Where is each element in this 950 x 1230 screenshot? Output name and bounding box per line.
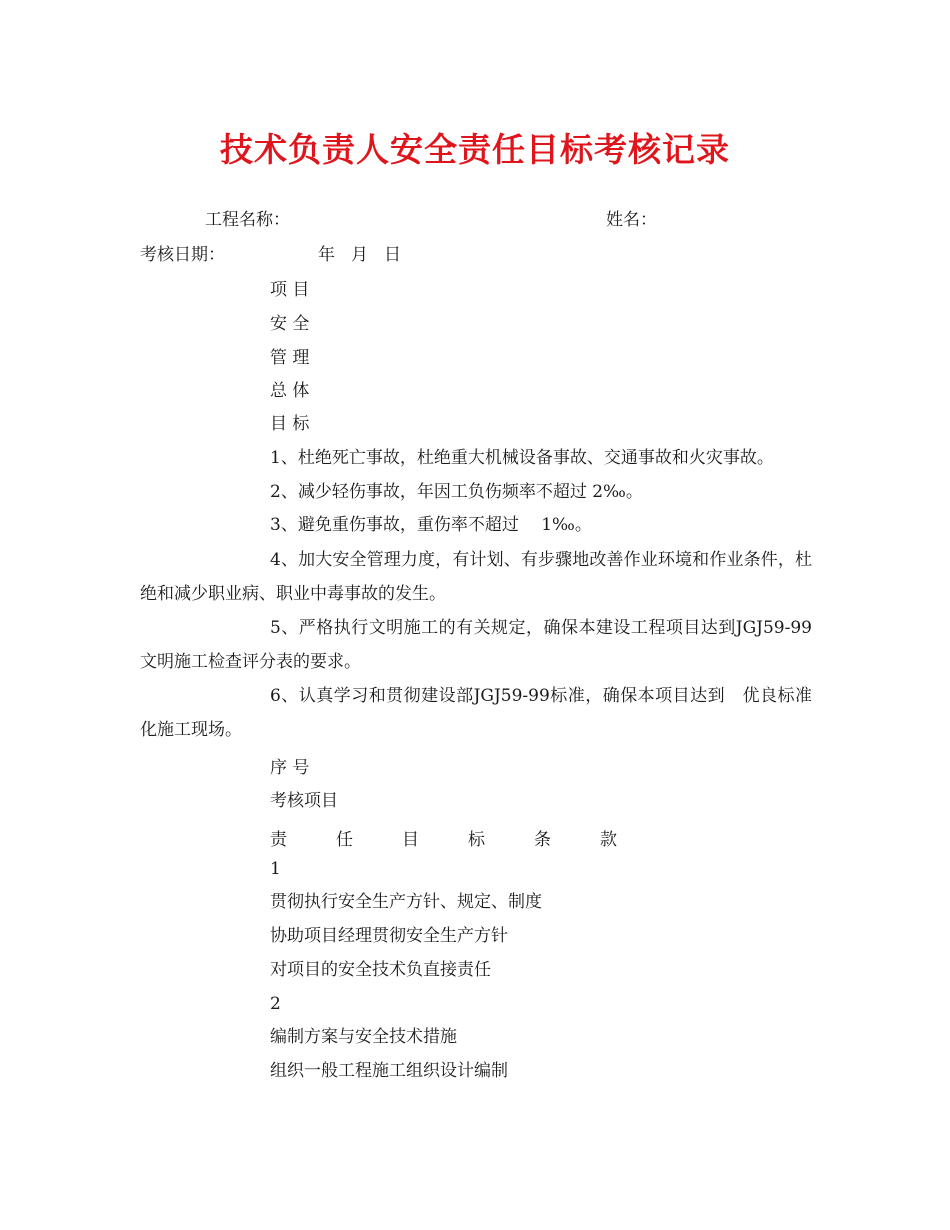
- goal-item: 6、认真学习和贯彻建设部JGJ59-99标准，确保本项目达到 优良标准化施工现场。: [140, 686, 812, 740]
- item-header: 考核项目: [270, 791, 338, 811]
- row-text: 贯彻执行安全生产方针、规定、制度: [270, 892, 542, 912]
- clause-header: [270, 825, 666, 850]
- row-text: 对项目的安全技术负直接责任: [270, 960, 491, 980]
- month-label: 月: [351, 245, 368, 265]
- clause-header-char: 责: [270, 830, 287, 850]
- assessment-date-label: 考核日期：: [140, 245, 225, 265]
- section-label: 项 目: [270, 280, 310, 300]
- goal-item: 1、杜绝死亡事故，杜绝重大机械设备事故、交通事故和火灾事故。: [270, 448, 774, 468]
- serial-header: 序 号: [270, 758, 310, 778]
- clause-header-char: 标: [468, 830, 485, 850]
- project-name-label: 工程名称：: [205, 210, 290, 230]
- clause-header-char: 任: [336, 830, 353, 850]
- section-label: 管 理: [270, 348, 310, 368]
- goal-item: 5、严格执行文明施工的有关规定，确保本建设工程项目达到JGJ59-99文明施工检查评分表的要求。: [140, 618, 812, 672]
- row-serial: 1: [270, 859, 281, 879]
- date-ymd: [318, 245, 417, 265]
- goal-item: 3、避免重伤事故，重伤率不超过 1‰。: [270, 515, 592, 535]
- row-text: 协助项目经理贯彻安全生产方针: [270, 926, 508, 946]
- document-title: 技术负责人安全责任目标考核记录: [220, 130, 730, 169]
- clause-header-char: 条: [534, 830, 551, 850]
- goal-item: 4、加大安全管理力度，有计划、有步骤地改善作业环境和作业条件，杜绝和减少职业病、职业中毒事故的发生。: [140, 550, 812, 604]
- day-label: 日: [384, 245, 401, 265]
- row-text: 组织一般工程施工组织设计编制: [270, 1061, 508, 1081]
- goal-item: 2、减少轻伤事故，年因工负伤频率不超过 2‰。: [270, 482, 643, 502]
- clause-header-char: 款: [600, 830, 617, 850]
- clause-header-char: 目: [402, 830, 419, 850]
- section-label: 目 标: [270, 414, 310, 434]
- year-label: 年: [318, 245, 335, 265]
- row-serial: 2: [270, 994, 281, 1014]
- person-name-label: 姓名：: [606, 210, 657, 230]
- section-label: 总 体: [270, 381, 310, 401]
- row-text: 编制方案与安全技术措施: [270, 1027, 457, 1047]
- section-label: 安 全: [270, 314, 310, 334]
